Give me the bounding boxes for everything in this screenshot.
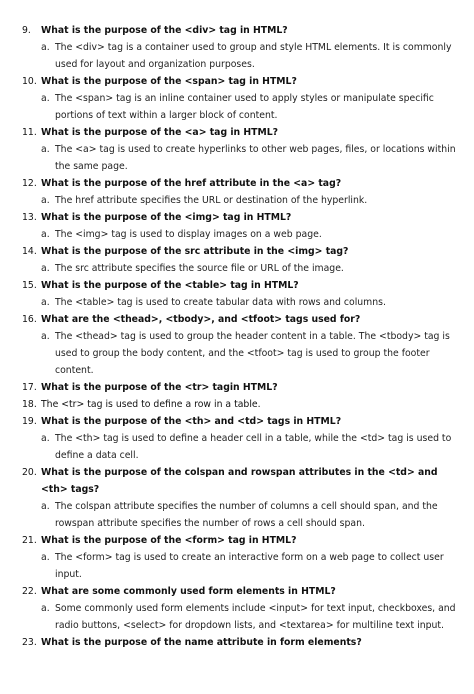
- question-number: 14.: [22, 246, 37, 257]
- answer-letter: a.: [41, 263, 50, 274]
- question-text: What is the purpose of the <span> tag in HTML?: [41, 76, 297, 87]
- answer: [41, 498, 460, 532]
- question-text: What is the purpose of the <div> tag in HTML?: [41, 25, 288, 36]
- question-item: [22, 379, 460, 396]
- question-text: What is the purpose of the <tr> tagin HTML?: [41, 382, 278, 393]
- answer: [41, 328, 460, 379]
- question-number: 23.: [22, 637, 37, 648]
- question-number: 22.: [22, 586, 37, 597]
- answer-letter: a.: [41, 195, 50, 206]
- answer-text: The <div> tag is a container used to group and style HTML elements. It is commonly used for layout and organization purposes.: [55, 42, 452, 70]
- question-number: 16.: [22, 314, 37, 325]
- question-text: What are the <thead>, <tbody>, and <tfoot> tags used for?: [41, 314, 361, 325]
- question-number: 18.: [22, 399, 37, 410]
- question-item: [22, 583, 460, 634]
- question-item: [22, 532, 460, 583]
- question-number: 21.: [22, 535, 37, 546]
- answer-text: The <table> tag is used to create tabular data with rows and columns.: [55, 297, 386, 308]
- answer-letter: a.: [41, 42, 50, 53]
- question-number: 11.: [22, 127, 37, 138]
- question-number: 10.: [22, 76, 37, 87]
- answer-text: The <a> tag is used to create hyperlinks to other web pages, files, or locations within the same page.: [55, 144, 456, 172]
- answer: [41, 226, 460, 243]
- question-text: What is the purpose of the <th> and <td> tags in HTML?: [41, 416, 342, 427]
- answer: [41, 430, 460, 464]
- answer: [41, 90, 460, 124]
- question-text: What is the purpose of the colspan and rowspan attributes in the <td> and <th> tags?: [41, 467, 438, 495]
- question-text: What is the purpose of the <table> tag in HTML?: [41, 280, 299, 291]
- question-number: 19.: [22, 416, 37, 427]
- answer-letter: a.: [41, 144, 50, 155]
- answer-letter: a.: [41, 331, 50, 342]
- question-item: [22, 209, 460, 243]
- question-number: 20.: [22, 467, 37, 478]
- question-item: [22, 413, 460, 464]
- statement-text: The <tr> tag is used to define a row in a table.: [41, 399, 261, 410]
- answer-text: The <thead> tag is used to group the header content in a table. The <tbody> tag is used to group the body content, and the <tfoot> tag is used to group the footer content.: [55, 331, 450, 376]
- answer-text: The <img> tag is used to display images on a web page.: [55, 229, 322, 240]
- question-item: [22, 634, 460, 651]
- question-number: 17.: [22, 382, 37, 393]
- question-text: What is the purpose of the src attribute in the <img> tag?: [41, 246, 349, 257]
- question-text: What is the purpose of the href attribute in the <a> tag?: [41, 178, 342, 189]
- question-text: What are some commonly used form elements in HTML?: [41, 586, 336, 597]
- answer-letter: a.: [41, 603, 50, 614]
- answer: [41, 39, 460, 73]
- answer: [41, 141, 460, 175]
- question-item: [22, 73, 460, 124]
- question-text: What is the purpose of the <a> tag in HTML?: [41, 127, 279, 138]
- answer-text: The src attribute specifies the source file or URL of the image.: [55, 263, 344, 274]
- question-item: [22, 277, 460, 311]
- question-item: [22, 243, 460, 277]
- question-number: 13.: [22, 212, 37, 223]
- answer: [41, 192, 460, 209]
- question-text: What is the purpose of the name attribute in form elements?: [41, 637, 362, 648]
- answer-text: Some commonly used form elements include <input> for text input, checkboxes, and radio buttons, <select> for dropdown lists, and <textarea> for multiline text input.: [55, 603, 456, 631]
- question-number: 9.: [22, 25, 31, 36]
- answer-text: The <th> tag is used to define a header cell in a table, while the <td> tag is used to define a data cell.: [55, 433, 452, 461]
- answer-text: The <form> tag is used to create an interactive form on a web page to collect user input.: [55, 552, 444, 580]
- answer: [41, 600, 460, 634]
- answer-letter: a.: [41, 93, 50, 104]
- question-item: [22, 22, 460, 73]
- answer-letter: a.: [41, 501, 50, 512]
- question-text: What is the purpose of the <form> tag in HTML?: [41, 535, 297, 546]
- answer: [41, 294, 460, 311]
- answer-letter: a.: [41, 297, 50, 308]
- question-item: [22, 311, 460, 379]
- question-item: [22, 175, 460, 209]
- question-item: [22, 464, 460, 532]
- answer-text: The <span> tag is an inline container used to apply styles or manipulate specific portions of text within a larger block of content.: [55, 93, 434, 121]
- answer: [41, 549, 460, 583]
- question-item: [22, 124, 460, 175]
- answer: [41, 260, 460, 277]
- question-text: What is the purpose of the <img> tag in HTML?: [41, 212, 292, 223]
- question-number: 12.: [22, 178, 37, 189]
- answer-letter: a.: [41, 229, 50, 240]
- question-number: 15.: [22, 280, 37, 291]
- answer-letter: a.: [41, 552, 50, 563]
- answer-letter: a.: [41, 433, 50, 444]
- question-list: [22, 22, 460, 651]
- answer-text: The href attribute specifies the URL or destination of the hyperlink.: [55, 195, 368, 206]
- answer-text: The colspan attribute specifies the number of columns a cell should span, and the rowspan attribute specifies the number of rows a cell should span.: [55, 501, 438, 529]
- question-item: [22, 396, 460, 413]
